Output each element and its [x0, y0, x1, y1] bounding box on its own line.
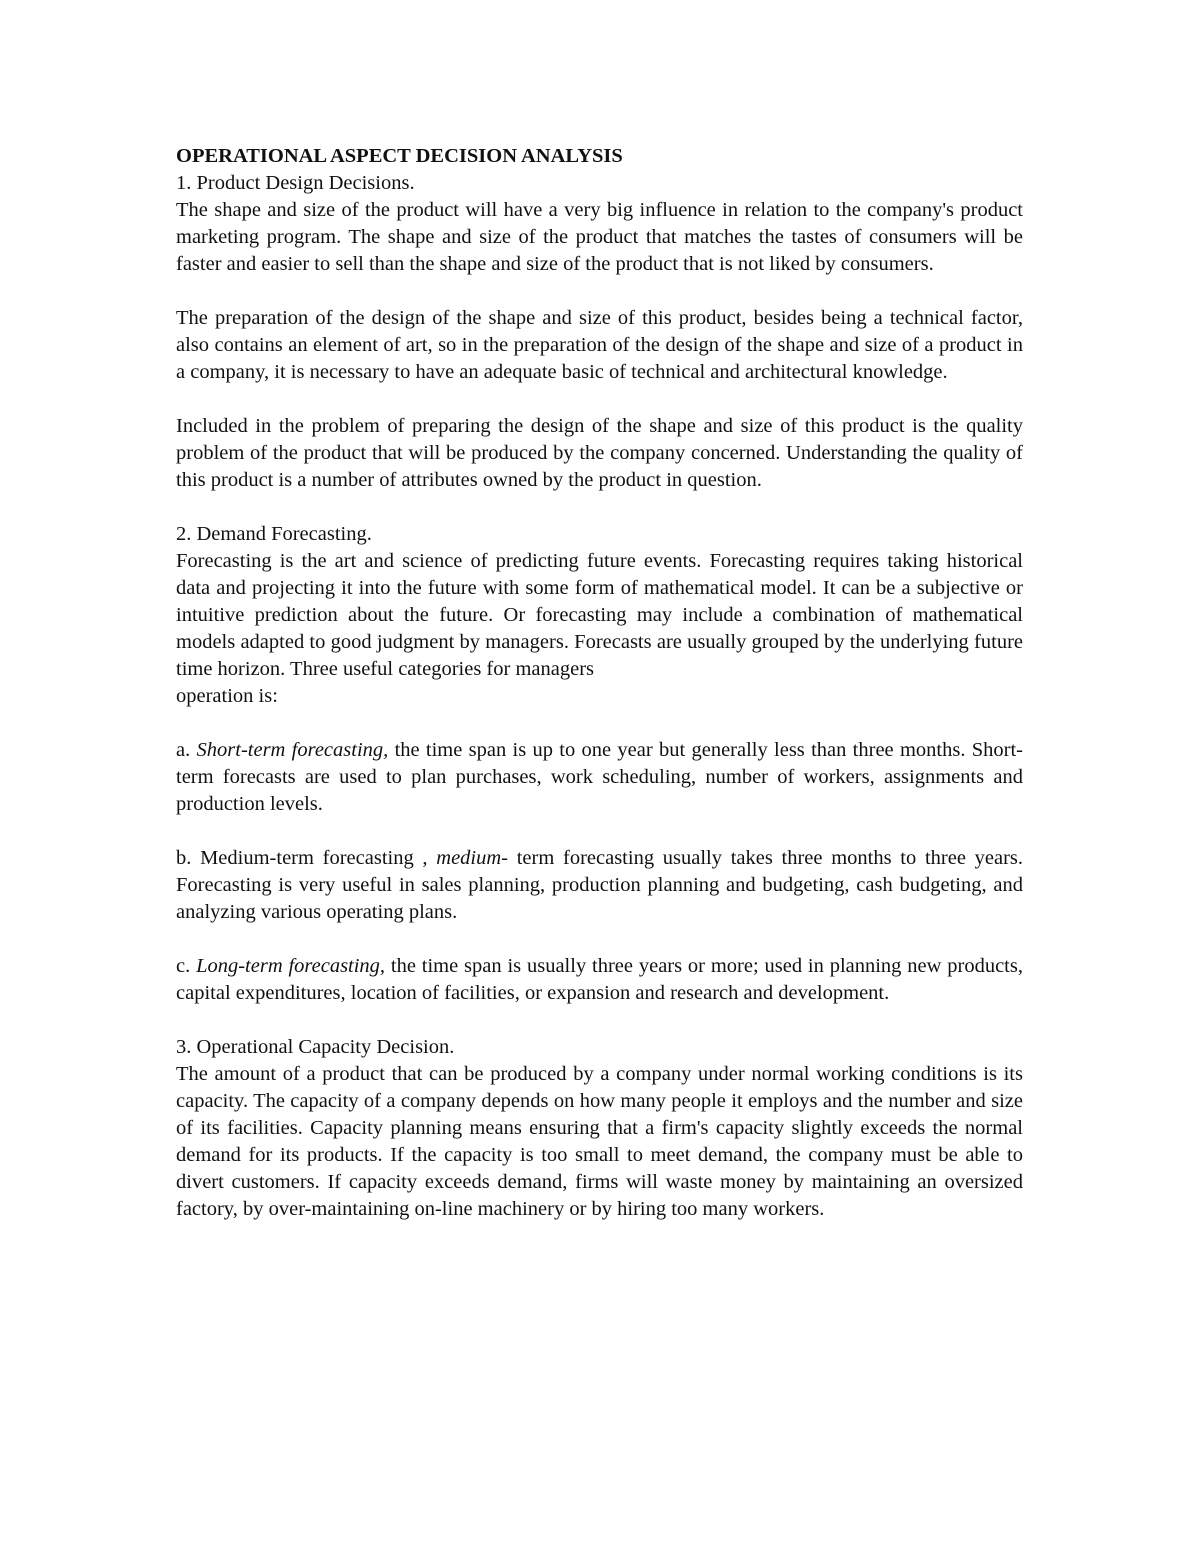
paragraph-gap — [176, 278, 1023, 305]
section-2-heading: 2. Demand Forecasting. — [176, 523, 372, 545]
forecast-item-b — [176, 845, 1023, 926]
section-1-heading: 1. Product Design Decisions. — [176, 172, 415, 194]
forecast-item-c — [176, 953, 1023, 1007]
forecast-item-b-text: term forecasting usually takes three months to three years. Forecasting is very useful in sales planning, production planning and budgeting, cash budgeting, and analyzing various operating plans. — [176, 847, 1024, 923]
section-2-paragraph-1-tail: operation is: — [176, 685, 278, 707]
section-2-paragraph-1: Forecasting is the art and science of predicting future events. Forecasting requires taking historical data and projecting it into the future with some form of mathematical model. It can be a subjective or intuitive prediction about the future. Or forecasting may include a combination of mathematical models adapted to good judgment by managers. Forecasts are usually grouped by the underlying future time horizon. Three useful categories for managers — [176, 550, 1023, 680]
paragraph-gap — [176, 710, 1023, 737]
forecast-item-a-term: Short-term forecasting, — [196, 739, 389, 761]
section-1-paragraph-1: The shape and size of the product will have a very big influence in relation to the company's product marketing program. The shape and size of the product that matches the tastes of consumers will be faster and easier to sell than the shape and size of the product that is not liked by consumers. — [176, 199, 1023, 275]
forecast-item-a — [176, 737, 1023, 818]
paragraph-gap — [176, 386, 1023, 413]
document-page — [176, 143, 1023, 1223]
forecast-item-b-prefix: b. Medium-term forecasting , — [176, 847, 437, 869]
forecast-item-a-prefix: a. — [176, 739, 197, 761]
paragraph-gap — [176, 1007, 1023, 1034]
forecast-item-a-text: the time span is up to one year but generally less than three months. Short-term forecasts are used to plan purchases, work scheduling, number of workers, assignments and production levels. — [176, 739, 1023, 815]
document-title: OPERATIONAL ASPECT DECISION ANALYSIS — [176, 145, 623, 167]
forecast-item-c-prefix: c. — [176, 955, 197, 977]
section-1-paragraph-3: Included in the problem of preparing the design of the shape and size of this product is the quality problem of the product that will be produced by the company concerned. Understanding the quality of this product is a number of attributes owned by the product in question. — [176, 415, 1023, 491]
section-3-heading: 3. Operational Capacity Decision. — [176, 1036, 455, 1058]
forecast-item-b-term: medium- — [436, 847, 509, 869]
section-1-paragraph-2: The preparation of the design of the shape and size of this product, besides being a technical factor, also contains an element of art, so in the preparation of the design of the shape and size of a product in a company, it is necessary to have an adequate basic of technical and architectural knowledge. — [176, 307, 1023, 383]
paragraph-gap — [176, 926, 1023, 953]
forecast-item-c-term: Long-term forecasting, — [196, 955, 386, 977]
paragraph-gap — [176, 818, 1023, 845]
section-3-paragraph-1: The amount of a product that can be produced by a company under normal working conditions is its capacity. The capacity of a company depends on how many people it employs and the number and size of its facilities. Capacity planning means ensuring that a firm's capacity slightly exceeds the normal demand for its products. If the capacity is too small to meet demand, the company must be able to divert customers. If capacity exceeds demand, firms will waste money by maintaining an oversized factory, by over-maintaining on-line machinery or by hiring too many workers. — [176, 1063, 1023, 1220]
forecast-item-c-text: the time span is usually three years or more; used in planning new products, capital expenditures, location of facilities, or expansion and research and development. — [176, 955, 1023, 1004]
paragraph-gap — [176, 494, 1023, 521]
